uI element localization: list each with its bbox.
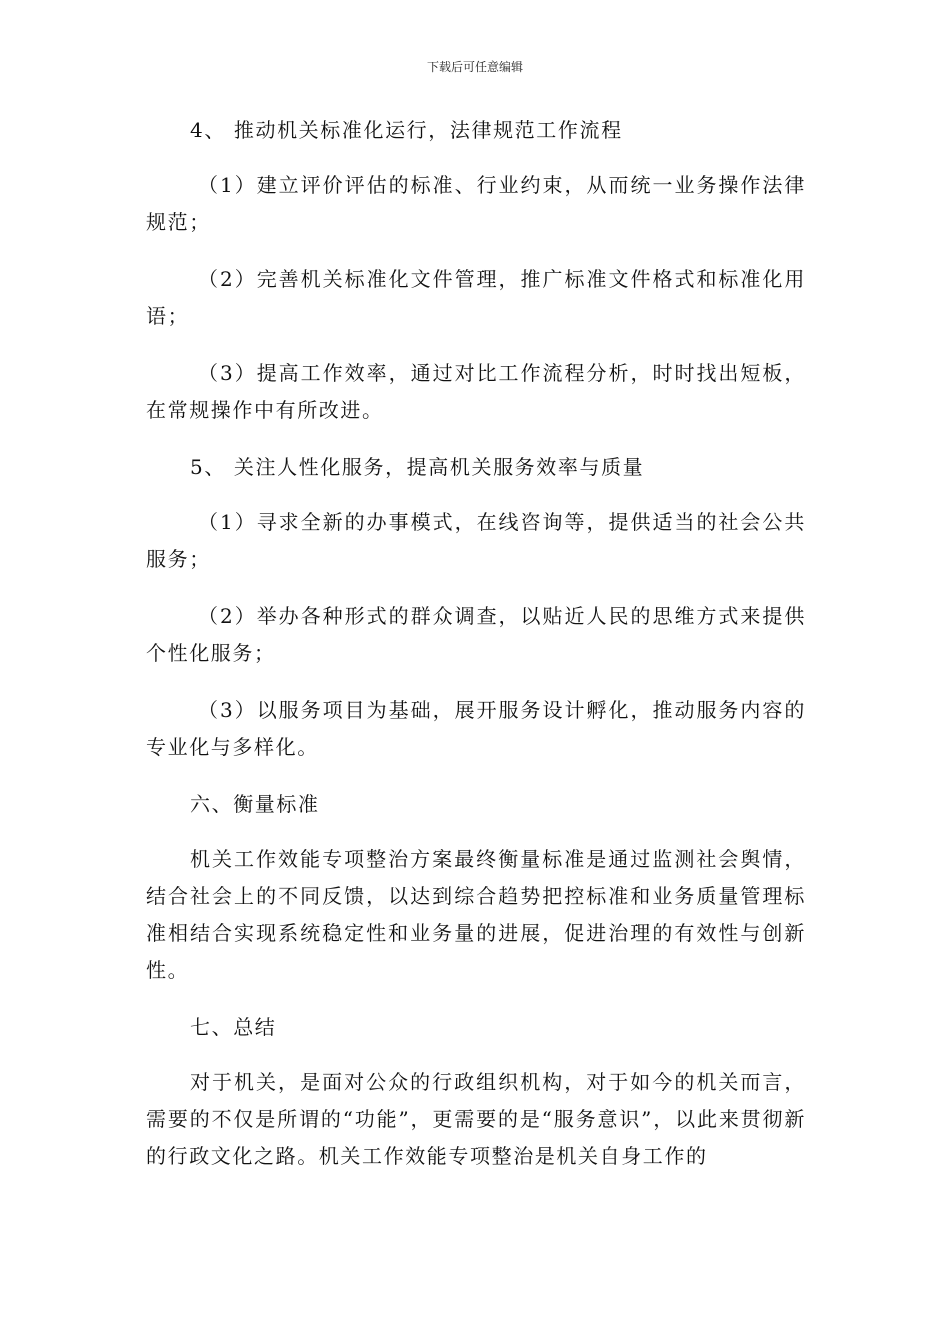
- section-heading-4: 4、 推动机关标准化运行，法律规范工作流程: [190, 118, 623, 142]
- section-heading-5: 5、 关注人性化服务，提高机关服务效率与质量: [190, 455, 645, 479]
- list-item: （2）举办各种形式的群众调查，以贴近人民的思维方式来提供个性化服务；: [146, 604, 806, 665]
- section-heading-six: 六、衡量标准: [190, 792, 320, 816]
- document-body: [146, 112, 806, 1175]
- list-item: （1）建立评价评估的标准、行业约束，从而统一业务操作法律规范；: [146, 173, 806, 234]
- section-heading-seven: 七、总结: [190, 1015, 277, 1039]
- list-item: （2）完善机关标准化文件管理，推广标准文件格式和标准化用语；: [146, 267, 806, 328]
- list-item: （3）提高工作效率，通过对比工作流程分析，时时找出短板，在常规操作中有所改进。: [146, 361, 806, 422]
- body-paragraph: 机关工作效能专项整治方案最终衡量标准是通过监测社会舆情，结合社会上的不同反馈，以达到综合趋势把控标准和业务质量管理标准相结合实现系统稳定性和业务量的进展，促进治理的有效性与创新性。: [146, 847, 806, 982]
- list-item: （3）以服务项目为基础，展开服务设计孵化，推动服务内容的专业化与多样化。: [146, 698, 806, 759]
- list-item: （1）寻求全新的办事模式，在线咨询等，提供适当的社会公共服务；: [146, 510, 806, 571]
- page-header: 下载后可任意编辑: [426, 60, 523, 74]
- body-paragraph: 对于机关，是面对公众的行政组织机构，对于如今的机关而言，需要的不仅是所谓的“功能”，更需要的是“服务意识”，以此来贯彻新的行政文化之路。机关工作效能专项整治是机关自身工作的: [146, 1070, 806, 1168]
